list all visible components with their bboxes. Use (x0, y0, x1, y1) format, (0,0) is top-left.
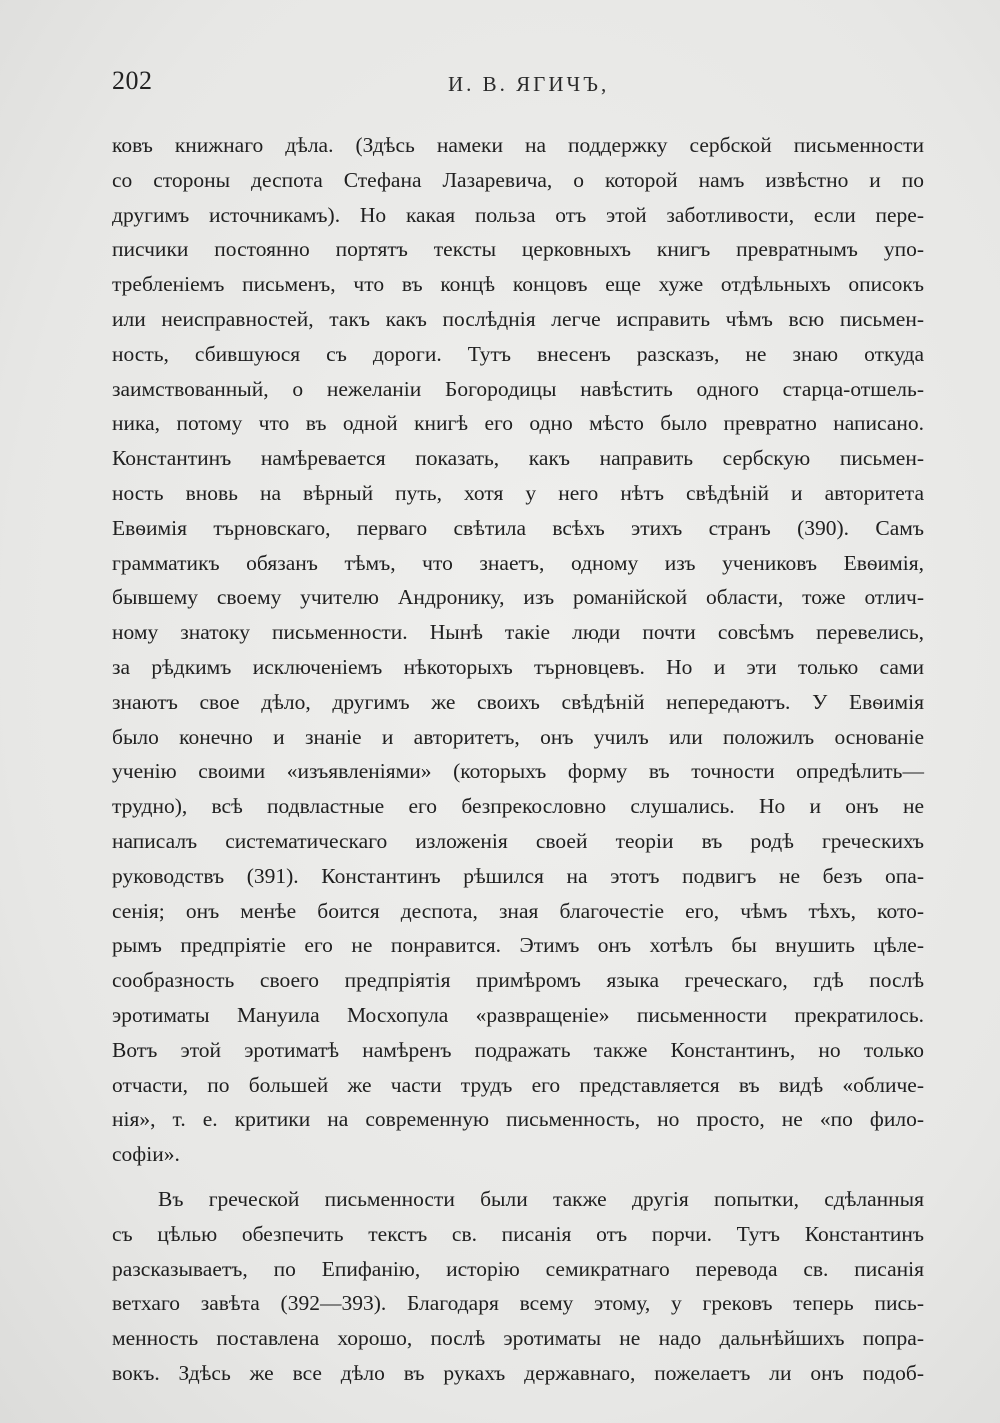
text-line: бывшему своему учителю Андронику, изъ романійской области, тоже отлич- (112, 585, 924, 610)
paragraph-2 (112, 1182, 924, 1391)
text-line: разсказываетъ, по Епифанію, исторію семикратнаго перевода св. писанія (112, 1256, 924, 1281)
text-line: ученію своими «изъявленіями» (которыхъ форму въ точности опредѣлить— (112, 759, 924, 784)
text-line: софіи». (112, 1142, 180, 1167)
text-line: написалъ систематическаго изложенія своей теоріи въ родѣ греческихъ (112, 828, 924, 853)
text-line: или неисправностей, такъ какъ послѣднія легче исправить чѣмъ всю письмен- (112, 306, 924, 331)
text-line: требленіемъ письменъ, что въ концѣ концовъ еще хуже отдѣльныхъ описокъ (112, 272, 924, 297)
text-line: ветхаго завѣта (392—393). Благодаря всему этому, у грековъ теперь пись- (112, 1291, 924, 1316)
text-line: Константинъ намѣревается показать, какъ направить сербскую письмен- (112, 446, 924, 471)
text-line: сообразность своего предпріятія примѣромъ языка греческаго, гдѣ послѣ (112, 968, 924, 993)
text-line: было конечно и знаніе и авторитетъ, онъ училъ или положилъ основаніе (112, 724, 924, 749)
text-line: писчики постоянно портятъ тексты церковныхъ книгъ превратнымъ упо- (112, 237, 924, 262)
text-line: Въ греческой письменности были также другія попытки, сдѣланныя (158, 1186, 924, 1211)
text-line: трудно), всѣ подвластные его безпрекословно слушались. Но и онъ не (112, 794, 924, 819)
text-line: Евѳимія търновскаго, перваго свѣтила всѣхъ этихъ странъ (390). Самъ (112, 515, 924, 540)
text-line: руководствъ (391). Константинъ рѣшился на этотъ подвигъ не безъ опа- (112, 863, 924, 888)
text-line: вокъ. Здѣсь же все дѣло въ рукахъ державнаго, пожелаетъ ли онъ подоб- (112, 1360, 924, 1385)
text-line: ника, потому что въ одной книгѣ его одно мѣсто было превратно написано. (112, 411, 924, 436)
body-text (112, 128, 924, 1391)
text-line: ному знатоку письменности. Нынѣ такіе люди почти совсѣмъ перевелись, (112, 620, 924, 645)
paragraph-1 (112, 128, 924, 1172)
text-line: нія», т. е. критики на современную письменность, но просто, не «по фило- (112, 1107, 924, 1132)
running-head: И. В. ЯГИЧЪ, (448, 72, 610, 96)
text-line: ность вновь на вѣрный путь, хотя у него нѣтъ свѣдѣній и авторитета (112, 480, 924, 505)
text-line: другимъ источникамъ). Но какая польза отъ этой заботливости, если пере- (112, 202, 924, 227)
text-line: рымъ предпріятіе его не понравится. Этимъ онъ хотѣлъ бы внушить цѣле- (112, 933, 924, 958)
text-line: знаютъ свое дѣло, другимъ же своихъ свѣдѣній непередаютъ. У Евѳимія (112, 689, 924, 714)
text-line: Вотъ этой эротиматѣ намѣренъ подражать также Константинъ, но только (112, 1037, 924, 1062)
text-line: заимствованный, о нежеланіи Богородицы навѣстить одного старца-отшель- (112, 376, 924, 401)
text-line: за рѣдкимъ исключеніемъ нѣкоторыхъ търновцевъ. Но и эти только сами (112, 654, 924, 679)
text-line: со стороны деспота Стефана Лазаревича, о которой намъ извѣстно и по (112, 167, 924, 192)
text-line: съ цѣлью обезпечить текстъ св. писанія отъ порчи. Тутъ Константинъ (112, 1221, 924, 1246)
text-line: сенія; онъ менѣе боится деспота, зная благочестіе его, чѣмъ тѣхъ, кото- (112, 898, 924, 923)
text-line: отчасти, по большей же части трудъ его представляется въ видѣ «обличе- (112, 1072, 924, 1097)
text-line: грамматикъ обязанъ тѣмъ, что знаетъ, одному изъ учениковъ Евѳимія, (112, 550, 924, 575)
text-line: ность, сбившуюся съ дороги. Тутъ внесенъ разсказъ, не знаю откуда (112, 341, 924, 366)
text-line: эротиматы Мануила Мосхопула «развращеніе» письменности прекратилось. (112, 1002, 924, 1027)
text-line: менность поставлена хорошо, послѣ эротиматы не надо дальнѣйшихъ попра- (112, 1326, 924, 1351)
page-number: 202 (112, 66, 153, 95)
text-line: ковъ книжнаго дѣла. (Здѣсь намеки на поддержку сербской письменности (112, 133, 924, 157)
page-header (108, 64, 938, 104)
